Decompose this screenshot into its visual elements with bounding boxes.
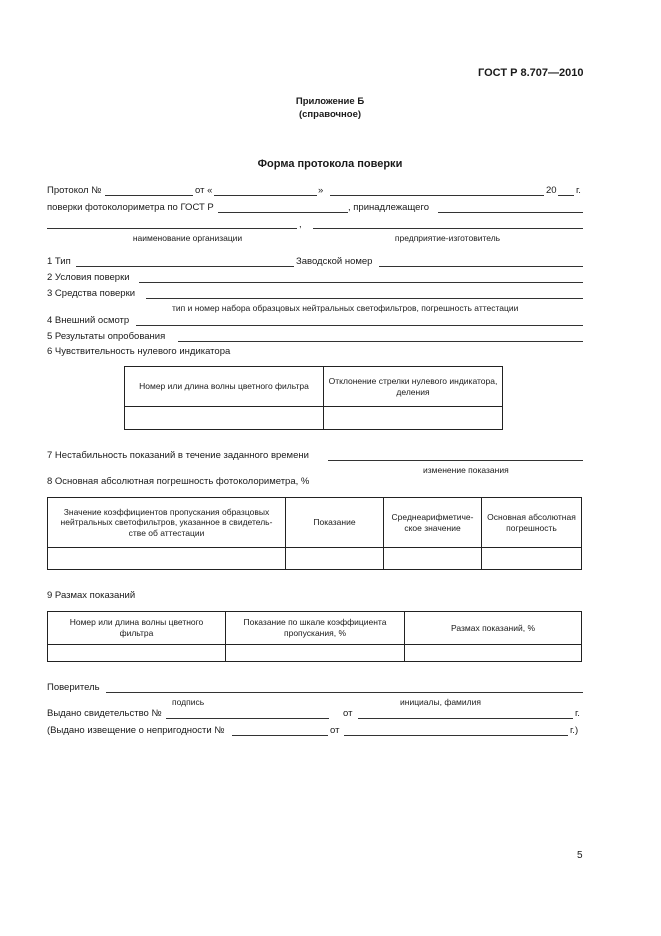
- notice-from-label: от: [330, 725, 340, 736]
- item2-label: 2 Условия поверки: [47, 272, 130, 283]
- certificate-date-field[interactable]: [358, 718, 573, 719]
- table8-cell[interactable]: [286, 548, 384, 570]
- caption-manufacturer: предприятие-изготовитель: [394, 233, 501, 243]
- item2-field[interactable]: [139, 282, 583, 283]
- organization-field[interactable]: [47, 228, 297, 229]
- table8-header-mean: Среднеарифметиче-ское значение: [384, 498, 482, 548]
- caption-name: инициалы, фамилия: [400, 697, 481, 707]
- item1-serial-field[interactable]: [379, 266, 583, 267]
- verifier-label: Поверитель: [47, 682, 100, 693]
- table8-header-transmission: Значение коэффициентов пропускания образцовых нейтральных светофильтров, указанное в свидетель-стве об аттестации: [48, 498, 286, 548]
- table9-header-spread: Размах показаний, %: [405, 612, 582, 645]
- table6-header-filter: Номер или длина волны цветного фильтра: [125, 367, 324, 407]
- protocol-number-label: Протокол №: [47, 185, 102, 196]
- notice-label: (Выдано извещение о непригодности №: [47, 725, 225, 736]
- certificate-number-field[interactable]: [166, 718, 329, 719]
- notice-date-field[interactable]: [344, 735, 568, 736]
- table8-cell[interactable]: [482, 548, 582, 570]
- page-number: 5: [577, 850, 583, 861]
- table6-cell[interactable]: [324, 407, 503, 430]
- certificate-label: Выдано свидетельство №: [47, 708, 162, 719]
- item4-label: 4 Внешний осмотр: [47, 315, 130, 326]
- form-title: Форма протокола поверки: [257, 158, 403, 170]
- belonging-label: , принадлежащего: [348, 202, 429, 213]
- item5-field[interactable]: [178, 341, 583, 342]
- protocol-quote-close: »: [318, 185, 324, 196]
- protocol-number-field[interactable]: [105, 195, 193, 196]
- item4-field[interactable]: [136, 325, 583, 326]
- verifier-field[interactable]: [106, 692, 583, 693]
- protocol-from-label: от «: [195, 185, 213, 196]
- manufacturer-field[interactable]: [313, 228, 583, 229]
- gost-number-field[interactable]: [218, 212, 348, 213]
- table9-header-filter: Номер или длина волны цветного фильтра: [48, 612, 226, 645]
- table9-cell[interactable]: [226, 645, 405, 662]
- item7-caption: изменение показания: [423, 465, 509, 475]
- item1-serial-label: Заводской номер: [296, 256, 373, 267]
- item5-label: 5 Результаты опробования: [47, 331, 166, 342]
- protocol-month-field[interactable]: [330, 195, 544, 196]
- protocol-year-prefix: 20: [546, 185, 557, 196]
- table8-header-reading: Показание: [286, 498, 384, 548]
- certificate-from-label: от: [343, 708, 353, 719]
- table9-cell[interactable]: [48, 645, 226, 662]
- owner-field[interactable]: [438, 212, 583, 213]
- caption-signature: подпись: [172, 697, 205, 707]
- protocol-day-field[interactable]: [214, 195, 317, 196]
- item3-label: 3 Средства поверки: [47, 288, 136, 299]
- table-reading-spread: [47, 611, 582, 662]
- table8-cell[interactable]: [48, 548, 286, 570]
- protocol-year-field[interactable]: [558, 195, 574, 196]
- item1-type-label: 1 Тип: [47, 256, 71, 267]
- item3-field[interactable]: [146, 298, 583, 299]
- table-zero-indicator: [124, 366, 503, 430]
- table9-cell[interactable]: [405, 645, 582, 662]
- table8-cell[interactable]: [384, 548, 482, 570]
- verification-label: поверки фотоколориметра по ГОСТ Р: [47, 202, 214, 213]
- appendix-subtitle: (справочное): [298, 109, 362, 120]
- item8-label: 8 Основная абсолютная погрешность фотоколориметра, %: [47, 476, 310, 487]
- item9-label: 9 Размах показаний: [47, 590, 136, 601]
- table-absolute-error: [47, 497, 582, 570]
- table6-header-deviation: Отклонение стрелки нулевого индикатора, деления: [324, 367, 503, 407]
- organization-comma: ,: [299, 219, 302, 230]
- notice-number-field[interactable]: [232, 735, 328, 736]
- item7-field[interactable]: [328, 460, 583, 461]
- notice-end: г.): [570, 725, 579, 736]
- item7-label: 7 Нестабильность показаний в течение заданного времени: [47, 450, 309, 461]
- item1-type-field[interactable]: [76, 266, 294, 267]
- protocol-year-suffix: г.: [576, 185, 581, 196]
- certificate-end: г.: [575, 708, 580, 719]
- caption-organization: наименование организации: [132, 233, 243, 243]
- appendix-title: Приложение Б: [295, 96, 365, 107]
- table8-header-error: Основная абсолютная погрешность: [482, 498, 582, 548]
- table9-header-reading: Показание по шкале коэффициента пропускания, %: [226, 612, 405, 645]
- item6-label: 6 Чувствительность нулевого индикатора: [47, 346, 231, 357]
- standard-code: ГОСТ Р 8.707—2010: [478, 67, 584, 79]
- table6-cell[interactable]: [125, 407, 324, 430]
- item3-caption: тип и номер набора образцовых нейтральных светофильтров, погрешность аттестации: [172, 303, 519, 313]
